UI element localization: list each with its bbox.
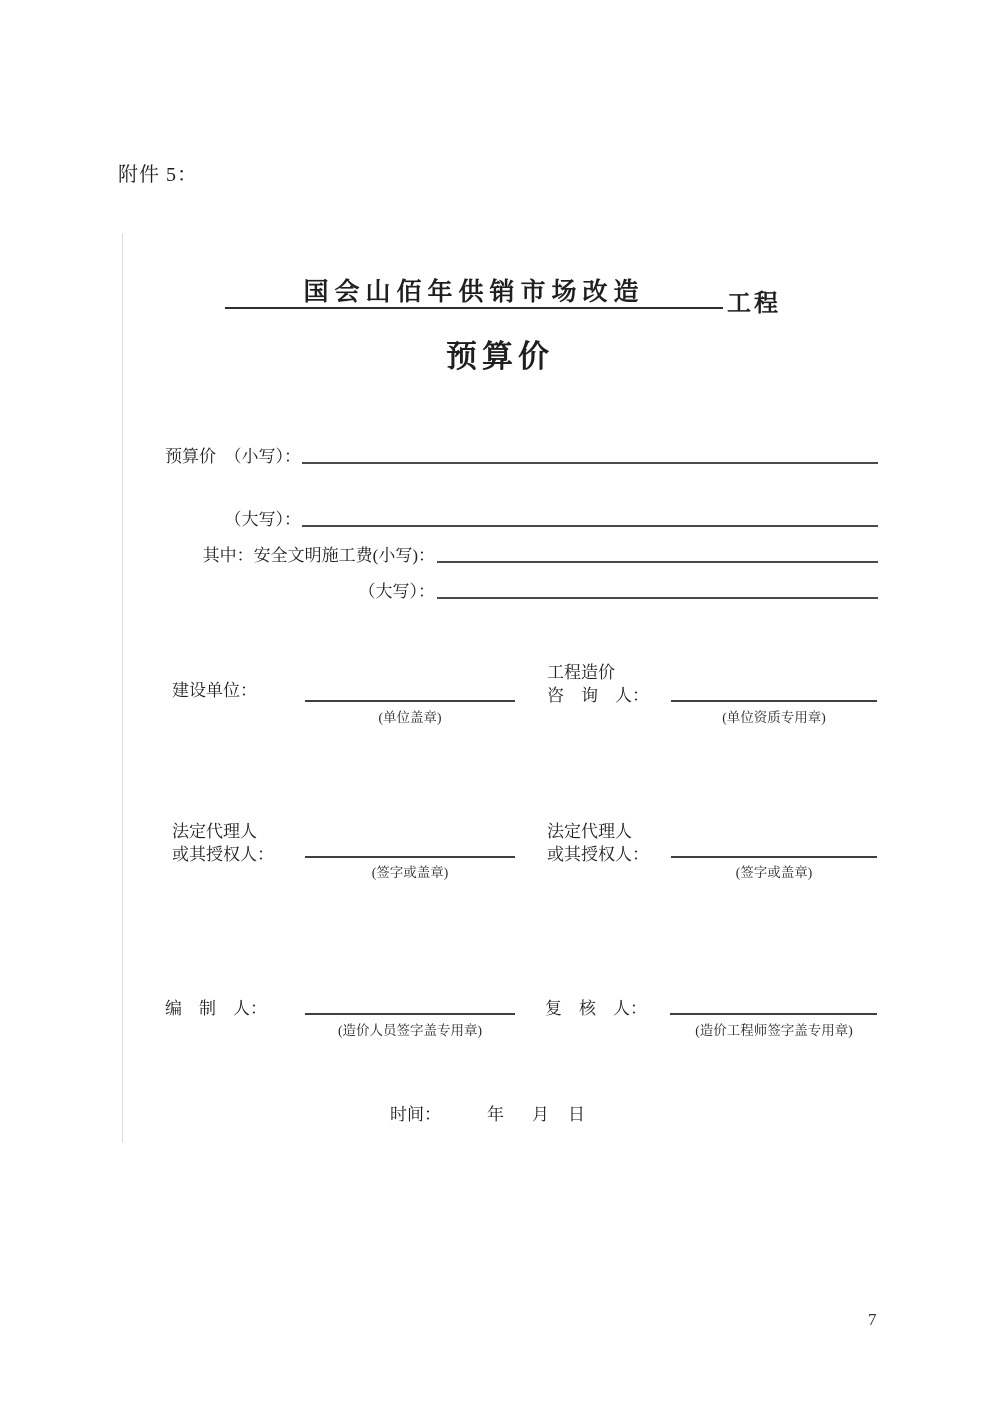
safety-fee-uppercase-label: （大写）：: [358, 582, 435, 601]
budget-lowercase-label: 预算价 （小写）：: [165, 447, 301, 466]
reviewer-label: 复 核 人：: [545, 999, 647, 1018]
safety-fee-lowercase-line: [437, 543, 878, 563]
cost-consultant-label-line1: 工程造价: [547, 663, 615, 682]
cost-consultant-sign-line: [671, 682, 877, 702]
preparer-label: 编 制 人：: [165, 999, 267, 1018]
date-month-label: 月: [532, 1105, 549, 1124]
attachment-label: 附件 5：: [118, 164, 198, 186]
title-suffix: 工程: [727, 291, 781, 317]
project-name: 国会山佰年供销市场改造: [303, 279, 645, 306]
budget-lowercase-line: [302, 444, 878, 464]
cost-consultant-label-line2: 咨 询 人：: [547, 686, 649, 705]
date-year-label: 年: [487, 1105, 504, 1124]
date-day-label: 日: [568, 1105, 585, 1124]
cost-consultant-label: [547, 661, 649, 707]
legal-representative-left-label-line1: 法定代理人: [172, 822, 257, 841]
legal-representative-right-sign-line: [671, 838, 877, 858]
preparer-caption: (造价人员签字盖专用章): [338, 1023, 482, 1038]
construction-unit-sign-line: [305, 682, 515, 702]
legal-representative-left-caption: (签字或盖章): [371, 865, 449, 880]
preparer-sign-line: [305, 995, 515, 1015]
legal-representative-right-caption: (签字或盖章): [735, 865, 813, 880]
legal-representative-left-label-line2: 或其授权人：: [172, 845, 274, 864]
doc-title: 预算价: [446, 339, 554, 374]
legal-representative-right-label-line1: 法定代理人: [547, 822, 632, 841]
page-number: 7: [868, 1310, 877, 1329]
reviewer-caption: (造价工程师签字盖专用章): [695, 1023, 853, 1038]
cost-consultant-caption: (单位资质专用章): [722, 710, 826, 725]
legal-representative-left-sign-line: [305, 838, 515, 858]
budget-uppercase-label: （大写）：: [224, 510, 301, 529]
legal-representative-left-label: [172, 820, 274, 866]
reviewer-sign-line: [670, 995, 877, 1015]
construction-unit-label: 建设单位：: [172, 681, 257, 700]
construction-unit-caption: (单位盖章): [378, 710, 442, 725]
legal-representative-right-label: [547, 820, 649, 866]
budget-uppercase-line: [302, 507, 878, 527]
legal-representative-right-label-line2: 或其授权人：: [547, 845, 649, 864]
safety-fee-lowercase-label: 其中：安全文明施工费(小写)：: [202, 546, 435, 565]
safety-fee-uppercase-line: [437, 579, 878, 599]
project-name-line: [225, 272, 723, 309]
date-label: 时间：: [390, 1105, 441, 1124]
